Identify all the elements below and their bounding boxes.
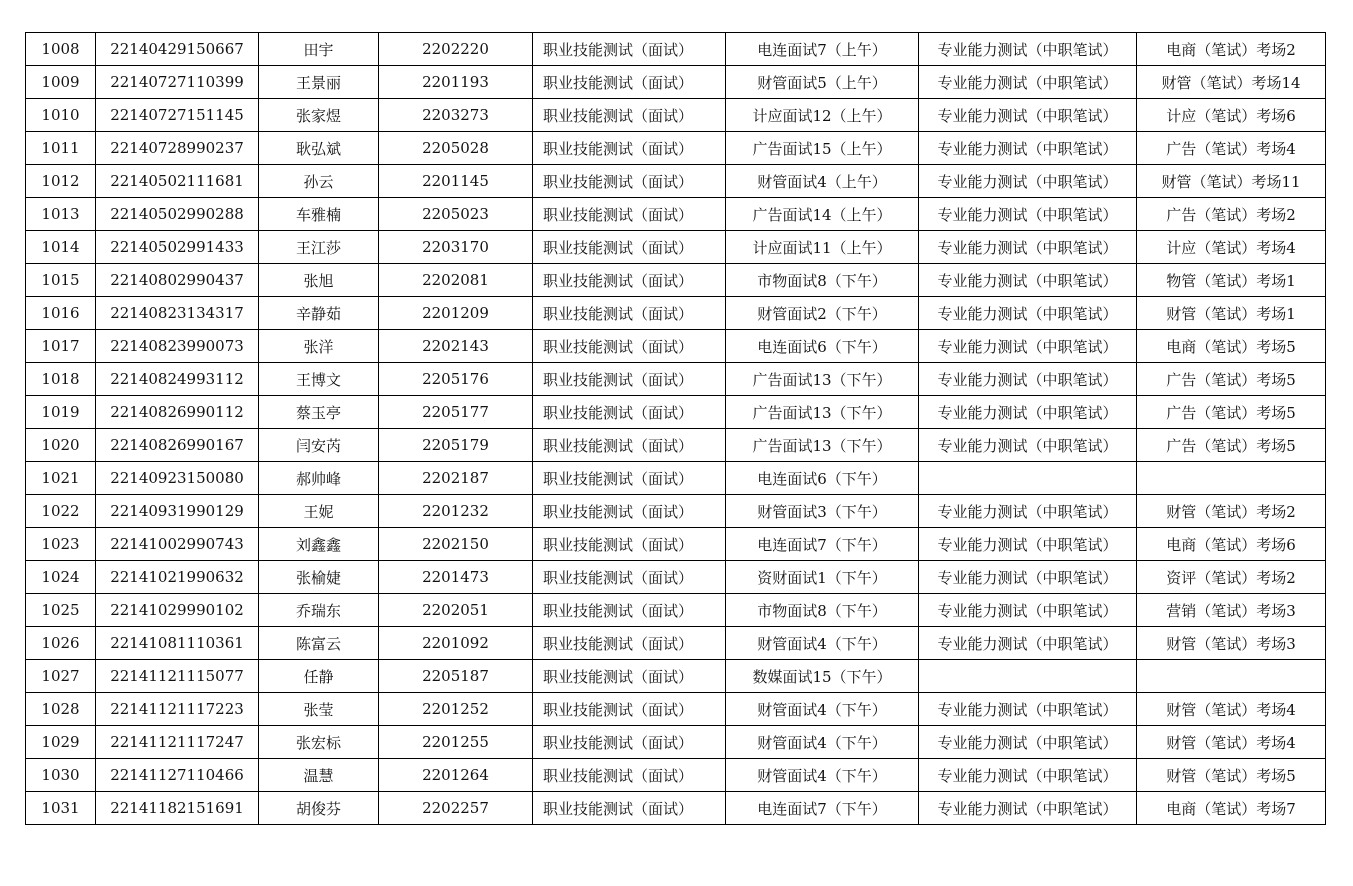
seq-cell: 1018 [26,363,96,396]
table-row [26,396,1326,429]
written-test-cell: 专业能力测试（中职笔试） [919,330,1137,363]
exam-id-cell: 22141021990632 [96,561,259,594]
written-room-cell: 广告（笔试）考场2 [1137,198,1326,231]
written-room-cell: 广告（笔试）考场5 [1137,429,1326,462]
exam-id-cell: 22141029990102 [96,594,259,627]
seq-cell: 1023 [26,528,96,561]
name-cell: 刘鑫鑫 [259,528,379,561]
test-type-cell: 职业技能测试（面试） [533,264,726,297]
written-room-cell: 财管（笔试）考场5 [1137,759,1326,792]
name-cell: 王妮 [259,495,379,528]
candidate-no-cell: 2201193 [379,66,533,99]
candidate-no-cell: 2202220 [379,33,533,66]
candidate-no-cell: 2202081 [379,264,533,297]
written-test-cell: 专业能力测试（中职笔试） [919,627,1137,660]
interview-room-cell: 财管面试4（下午） [726,627,919,660]
exam-id-cell: 22140826990112 [96,396,259,429]
name-cell: 孙云 [259,165,379,198]
interview-room-cell: 财管面试5（上午） [726,66,919,99]
name-cell: 王博文 [259,363,379,396]
exam-id-cell: 22141121115077 [96,660,259,693]
test-type-cell: 职业技能测试（面试） [533,165,726,198]
written-room-cell: 计应（笔试）考场6 [1137,99,1326,132]
seq-cell: 1021 [26,462,96,495]
exam-id-cell: 22140823990073 [96,330,259,363]
written-test-cell: 专业能力测试（中职笔试） [919,66,1137,99]
test-type-cell: 职业技能测试（面试） [533,561,726,594]
interview-room-cell: 财管面试4（上午） [726,165,919,198]
test-type-cell: 职业技能测试（面试） [533,330,726,363]
written-test-cell: 专业能力测试（中职笔试） [919,429,1137,462]
interview-room-cell: 电连面试7（上午） [726,33,919,66]
seq-cell: 1029 [26,726,96,759]
seq-cell: 1014 [26,231,96,264]
test-type-cell: 职业技能测试（面试） [533,660,726,693]
test-type-cell: 职业技能测试（面试） [533,363,726,396]
written-room-cell: 广告（笔试）考场5 [1137,396,1326,429]
exam-id-cell: 22140429150667 [96,33,259,66]
seq-cell: 1012 [26,165,96,198]
written-room-cell: 电商（笔试）考场6 [1137,528,1326,561]
table-row [26,330,1326,363]
written-room-cell: 广告（笔试）考场4 [1137,132,1326,165]
test-type-cell: 职业技能测试（面试） [533,594,726,627]
table-row [26,759,1326,792]
written-room-cell: 财管（笔试）考场11 [1137,165,1326,198]
seq-cell: 1013 [26,198,96,231]
table-row [26,198,1326,231]
written-room-cell: 财管（笔试）考场1 [1137,297,1326,330]
interview-room-cell: 广告面试13（下午） [726,363,919,396]
table-row [26,792,1326,825]
exam-id-cell: 22141121117223 [96,693,259,726]
exam-id-cell: 22140823134317 [96,297,259,330]
table-row [26,66,1326,99]
name-cell: 张家煜 [259,99,379,132]
written-test-cell: 专业能力测试（中职笔试） [919,99,1137,132]
interview-room-cell: 计应面试12（上午） [726,99,919,132]
candidate-no-cell: 2202150 [379,528,533,561]
exam-id-cell: 22140923150080 [96,462,259,495]
seq-cell: 1028 [26,693,96,726]
name-cell: 闫安芮 [259,429,379,462]
written-room-cell: 财管（笔试）考场3 [1137,627,1326,660]
exam-id-cell: 22140802990437 [96,264,259,297]
written-test-cell: 专业能力测试（中职笔试） [919,363,1137,396]
exam-id-cell: 22141121117247 [96,726,259,759]
candidate-no-cell: 2202051 [379,594,533,627]
exam-id-cell: 22141127110466 [96,759,259,792]
test-type-cell: 职业技能测试（面试） [533,198,726,231]
test-type-cell: 职业技能测试（面试） [533,792,726,825]
exam-id-cell: 22141081110361 [96,627,259,660]
name-cell: 张莹 [259,693,379,726]
written-test-cell [919,660,1137,693]
name-cell: 王景丽 [259,66,379,99]
seq-cell: 1016 [26,297,96,330]
written-room-cell [1137,462,1326,495]
name-cell: 张洋 [259,330,379,363]
test-type-cell: 职业技能测试（面试） [533,231,726,264]
written-test-cell: 专业能力测试（中职笔试） [919,297,1137,330]
name-cell: 辛静茹 [259,297,379,330]
seq-cell: 1008 [26,33,96,66]
test-type-cell: 职业技能测试（面试） [533,33,726,66]
written-test-cell: 专业能力测试（中职笔试） [919,33,1137,66]
candidate-no-cell: 2201473 [379,561,533,594]
written-test-cell: 专业能力测试（中职笔试） [919,726,1137,759]
exam-id-cell: 22140727110399 [96,66,259,99]
name-cell: 陈富云 [259,627,379,660]
interview-room-cell: 财管面试4（下午） [726,693,919,726]
seq-cell: 1020 [26,429,96,462]
name-cell: 张宏标 [259,726,379,759]
candidate-no-cell: 2201252 [379,693,533,726]
name-cell: 胡俊芬 [259,792,379,825]
written-room-cell: 资评（笔试）考场2 [1137,561,1326,594]
written-test-cell: 专业能力测试（中职笔试） [919,495,1137,528]
interview-room-cell: 广告面试13（下午） [726,429,919,462]
test-type-cell: 职业技能测试（面试） [533,495,726,528]
test-type-cell: 职业技能测试（面试） [533,132,726,165]
written-room-cell: 财管（笔试）考场2 [1137,495,1326,528]
interview-room-cell: 电连面试6（下午） [726,462,919,495]
table-row [26,132,1326,165]
written-test-cell: 专业能力测试（中职笔试） [919,165,1137,198]
written-test-cell: 专业能力测试（中职笔试） [919,792,1137,825]
table-row [26,627,1326,660]
name-cell: 蔡玉亭 [259,396,379,429]
written-test-cell: 专业能力测试（中职笔试） [919,231,1137,264]
written-room-cell: 财管（笔试）考场4 [1137,726,1326,759]
table-row [26,693,1326,726]
exam-id-cell: 22141002990743 [96,528,259,561]
table-row [26,528,1326,561]
written-test-cell: 专业能力测试（中职笔试） [919,264,1137,297]
interview-room-cell: 电连面试7（下午） [726,528,919,561]
test-type-cell: 职业技能测试（面试） [533,726,726,759]
exam-assignment-table [25,32,1326,825]
interview-room-cell: 数媒面试15（下午） [726,660,919,693]
test-type-cell: 职业技能测试（面试） [533,627,726,660]
interview-room-cell: 市物面试8（下午） [726,594,919,627]
seq-cell: 1017 [26,330,96,363]
written-room-cell: 电商（笔试）考场5 [1137,330,1326,363]
exam-id-cell: 22140824993112 [96,363,259,396]
exam-id-cell: 22140826990167 [96,429,259,462]
candidate-no-cell: 2202187 [379,462,533,495]
candidate-no-cell: 2201264 [379,759,533,792]
seq-cell: 1011 [26,132,96,165]
candidate-no-cell: 2205179 [379,429,533,462]
candidate-no-cell: 2201232 [379,495,533,528]
candidate-no-cell: 2205176 [379,363,533,396]
table-row [26,594,1326,627]
seq-cell: 1019 [26,396,96,429]
exam-id-cell: 22140502990288 [96,198,259,231]
name-cell: 车雅楠 [259,198,379,231]
test-type-cell: 职业技能测试（面试） [533,528,726,561]
test-type-cell: 职业技能测试（面试） [533,693,726,726]
test-type-cell: 职业技能测试（面试） [533,462,726,495]
name-cell: 田宇 [259,33,379,66]
interview-room-cell: 资财面试1（下午） [726,561,919,594]
test-type-cell: 职业技能测试（面试） [533,396,726,429]
table-row [26,33,1326,66]
interview-room-cell: 广告面试13（下午） [726,396,919,429]
table-row [26,726,1326,759]
name-cell: 任静 [259,660,379,693]
name-cell: 温慧 [259,759,379,792]
candidate-no-cell: 2203273 [379,99,533,132]
interview-room-cell: 广告面试14（上午） [726,198,919,231]
table-row [26,462,1326,495]
interview-room-cell: 财管面试4（下午） [726,726,919,759]
name-cell: 张旭 [259,264,379,297]
written-test-cell [919,462,1137,495]
interview-room-cell: 市物面试8（下午） [726,264,919,297]
name-cell: 郝帅峰 [259,462,379,495]
seq-cell: 1015 [26,264,96,297]
table-body [26,33,1326,825]
exam-id-cell: 22140727151145 [96,99,259,132]
test-type-cell: 职业技能测试（面试） [533,297,726,330]
table-row [26,495,1326,528]
written-test-cell: 专业能力测试（中职笔试） [919,528,1137,561]
written-room-cell: 电商（笔试）考场2 [1137,33,1326,66]
candidate-no-cell: 2201145 [379,165,533,198]
written-room-cell: 财管（笔试）考场4 [1137,693,1326,726]
name-cell: 王江莎 [259,231,379,264]
name-cell: 张榆婕 [259,561,379,594]
seq-cell: 1010 [26,99,96,132]
exam-id-cell: 22140931990129 [96,495,259,528]
exam-id-cell: 22141182151691 [96,792,259,825]
seq-cell: 1025 [26,594,96,627]
written-test-cell: 专业能力测试（中职笔试） [919,396,1137,429]
table-row [26,429,1326,462]
exam-id-cell: 22140728990237 [96,132,259,165]
exam-id-cell: 22140502111681 [96,165,259,198]
interview-room-cell: 广告面试15（上午） [726,132,919,165]
interview-room-cell: 计应面试11（上午） [726,231,919,264]
test-type-cell: 职业技能测试（面试） [533,66,726,99]
written-test-cell: 专业能力测试（中职笔试） [919,594,1137,627]
name-cell: 耿弘斌 [259,132,379,165]
table-row [26,264,1326,297]
written-room-cell: 电商（笔试）考场7 [1137,792,1326,825]
written-room-cell: 物管（笔试）考场1 [1137,264,1326,297]
interview-room-cell: 财管面试2（下午） [726,297,919,330]
candidate-no-cell: 2202257 [379,792,533,825]
table-row [26,660,1326,693]
table-row [26,561,1326,594]
written-test-cell: 专业能力测试（中职笔试） [919,198,1137,231]
interview-room-cell: 电连面试6（下午） [726,330,919,363]
test-type-cell: 职业技能测试（面试） [533,99,726,132]
table-row [26,99,1326,132]
written-test-cell: 专业能力测试（中职笔试） [919,132,1137,165]
interview-room-cell: 财管面试3（下午） [726,495,919,528]
written-room-cell: 营销（笔试）考场3 [1137,594,1326,627]
interview-room-cell: 财管面试4（下午） [726,759,919,792]
written-room-cell: 计应（笔试）考场4 [1137,231,1326,264]
seq-cell: 1027 [26,660,96,693]
candidate-no-cell: 2205187 [379,660,533,693]
written-test-cell: 专业能力测试（中职笔试） [919,759,1137,792]
candidate-no-cell: 2205028 [379,132,533,165]
candidate-no-cell: 2203170 [379,231,533,264]
candidate-no-cell: 2205023 [379,198,533,231]
written-test-cell: 专业能力测试（中职笔试） [919,561,1137,594]
exam-id-cell: 22140502991433 [96,231,259,264]
table-row [26,363,1326,396]
seq-cell: 1022 [26,495,96,528]
written-room-cell [1137,660,1326,693]
candidate-no-cell: 2201092 [379,627,533,660]
table-row [26,297,1326,330]
seq-cell: 1009 [26,66,96,99]
test-type-cell: 职业技能测试（面试） [533,759,726,792]
seq-cell: 1031 [26,792,96,825]
table-row [26,231,1326,264]
candidate-no-cell: 2201209 [379,297,533,330]
written-room-cell: 财管（笔试）考场14 [1137,66,1326,99]
seq-cell: 1030 [26,759,96,792]
candidate-no-cell: 2201255 [379,726,533,759]
seq-cell: 1026 [26,627,96,660]
interview-room-cell: 电连面试7（下午） [726,792,919,825]
name-cell: 乔瑞东 [259,594,379,627]
written-test-cell: 专业能力测试（中职笔试） [919,693,1137,726]
candidate-no-cell: 2205177 [379,396,533,429]
written-room-cell: 广告（笔试）考场5 [1137,363,1326,396]
seq-cell: 1024 [26,561,96,594]
table-row [26,165,1326,198]
test-type-cell: 职业技能测试（面试） [533,429,726,462]
candidate-no-cell: 2202143 [379,330,533,363]
